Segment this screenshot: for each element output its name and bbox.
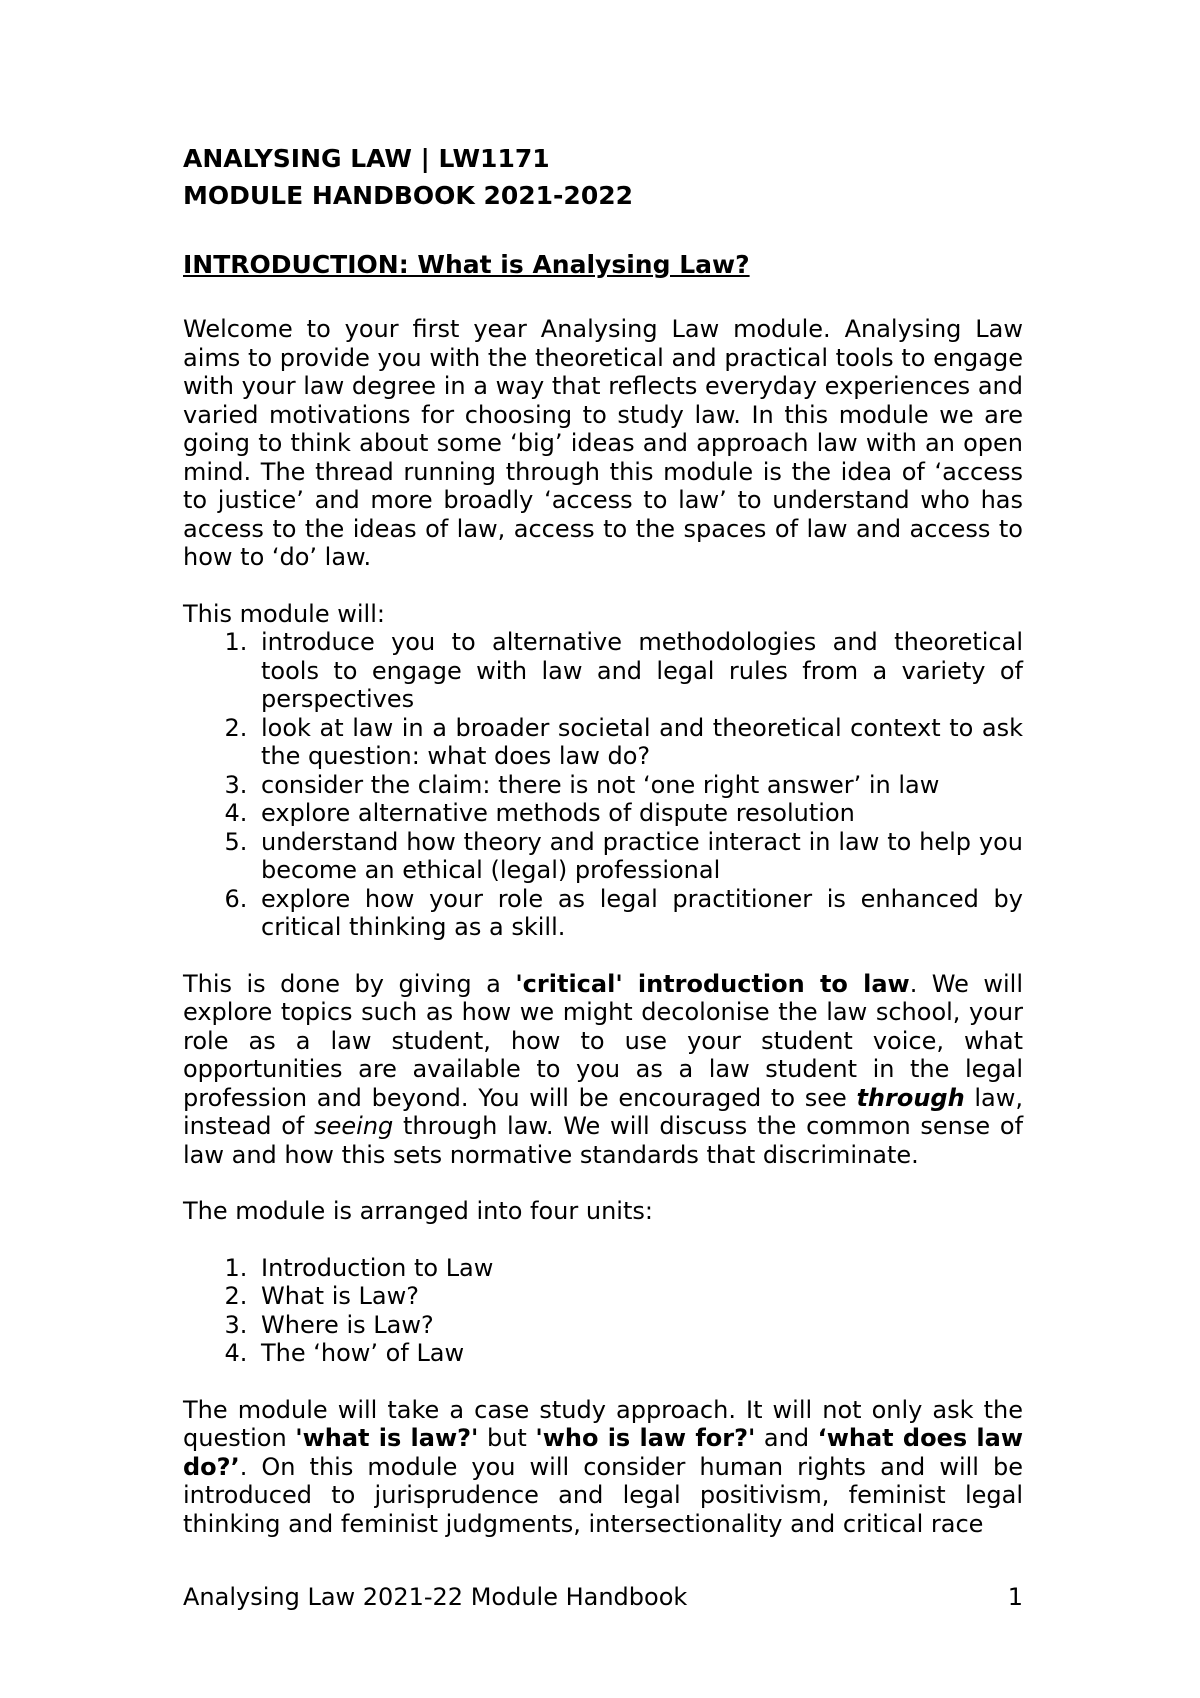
bold-text: 'who is law for?' <box>535 1424 756 1452</box>
list-item: 1. Introduction to Law <box>255 1254 1023 1283</box>
list-item: 3. Where is Law? <box>255 1311 1023 1340</box>
list-item: 3. consider the claim: there is not ‘one right answer’ in law <box>255 771 1023 800</box>
text-run: through law. We will discuss the common sense of law and how this sets normative standards that discriminate. <box>183 1112 1024 1169</box>
italic-bold-text: through <box>856 1083 965 1112</box>
module-title: ANALYSING LAW | LW1171 <box>183 144 550 173</box>
list-item: 6. explore how your role as legal practitioner is enhanced by critical thinking as a skill. <box>255 885 1023 942</box>
list-item: 1. introduce you to alternative methodologies and theoretical tools to engage with law and legal rules from a variety of perspectives <box>255 628 1023 714</box>
bold-text: 'critical' introduction to law <box>515 969 910 998</box>
text-run: but <box>478 1424 536 1452</box>
text-run: The module will take a case study approach. It will not only ask the question <box>183 1395 1023 1452</box>
bold-text: ‘what does law do?’ <box>183 1424 1023 1481</box>
page-number: 1 <box>1007 1583 1023 1611</box>
document-body <box>183 140 1023 1566</box>
aims-list <box>183 628 1023 942</box>
approach-paragraph <box>183 1396 1023 1539</box>
aims-lead: This module will: <box>183 599 385 628</box>
page-footer <box>183 1582 1023 1612</box>
list-item: 5. understand how theory and practice interact in law to help you become an ethical (legal) professional <box>255 828 1023 885</box>
text-run: . On this module you will consider human rights and will be introduced to jurisprudence and legal positivism, feminist legal thinking and feminist judgments, intersectionality and critical race <box>183 1452 1023 1538</box>
text-run: and <box>755 1424 818 1452</box>
footer-title: Analysing Law 2021-22 Module Handbook <box>183 1583 688 1611</box>
units-list <box>183 1254 1023 1368</box>
list-item: 2. What is Law? <box>255 1282 1023 1311</box>
list-item: 4. The ‘how’ of Law <box>255 1339 1023 1368</box>
list-item: 2. look at law in a broader societal and theoretical context to ask the question: what does law do? <box>255 714 1023 771</box>
list-item: 4. explore alternative methods of dispute resolution <box>255 799 1023 828</box>
italic-text: seeing <box>314 1112 394 1140</box>
text-run: This is done by giving a <box>183 969 516 998</box>
units-lead: The module is arranged into four units: <box>183 1197 653 1225</box>
critical-paragraph <box>183 970 1023 1170</box>
intro-paragraph: Welcome to your first year Analysing Law module. Analysing Law aims to provide you with the theoretical and practical tools to engage with your law degree in a way that reflects everyday experiences and varied motivations for choosing to study law. In this module we are going to think about some ‘big’ ideas and approach law with an open mind. The thread running through this module is the idea of ‘access to justice’ and more broadly ‘access to law’ to understand who has access to the ideas of law, access to the spaces of law and access to how to ‘do’ law. <box>183 315 1023 571</box>
bold-text: 'what is law?' <box>295 1424 479 1452</box>
text-run: law, instead of <box>183 1083 1024 1140</box>
intro-heading: INTRODUCTION: What is Analysing Law? <box>183 250 750 279</box>
text-run: . We will explore topics such as how we might decolonise the law school, your role as a law student, how to use your student voice, what opportunities are available to you as a law student in the legal profession and beyond. You will be encouraged to see <box>183 969 1024 1112</box>
handbook-title: MODULE HANDBOOK 2021-2022 <box>183 181 634 210</box>
